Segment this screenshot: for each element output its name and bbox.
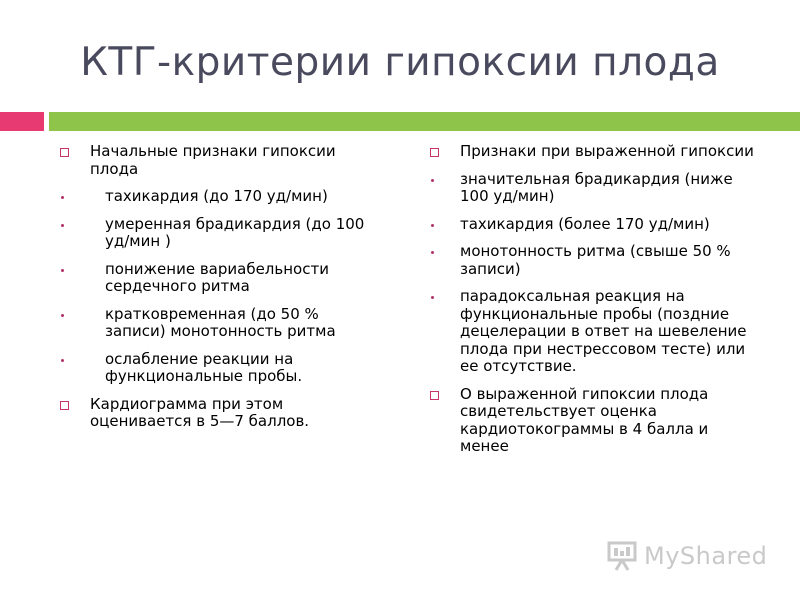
- square-bullet-icon: [60, 401, 69, 410]
- left-list-item-text: умеренная брадикардия (до 100 уд/мин ): [105, 214, 365, 250]
- left-list-item: [58, 188, 378, 206]
- accent-bar-pink: [0, 112, 44, 131]
- dot-bullet-icon: [431, 296, 434, 299]
- dot-bullet-icon: [431, 251, 434, 254]
- right-list-item-text: парадоксальная реакция на функциональные пробы (поздние децелерации в ответ на шевеление плода при нестрессовом тесте) или ее отсутствие.: [460, 287, 747, 375]
- left-heading: [58, 143, 378, 178]
- left-list-item: [58, 351, 378, 386]
- left-list-item: [58, 306, 378, 341]
- right-list-item: [428, 216, 758, 234]
- square-bullet-icon: [430, 148, 439, 157]
- watermark-text: MyShared: [644, 542, 768, 570]
- left-footer: [58, 396, 378, 431]
- right-list-item: [428, 243, 758, 278]
- presentation-board-icon: [606, 539, 640, 573]
- dot-bullet-icon: [61, 196, 64, 199]
- right-list-item: [428, 171, 758, 206]
- dot-bullet-icon: [431, 179, 434, 182]
- slide-title: КТГ-критерии гипоксии плода: [80, 40, 720, 85]
- right-column: [428, 143, 758, 466]
- dot-bullet-icon: [61, 224, 64, 227]
- dot-bullet-icon: [61, 359, 64, 362]
- square-bullet-icon: [60, 148, 69, 157]
- accent-bar-green: [49, 112, 800, 131]
- left-heading-text: Начальные признаки гипоксии плода: [90, 142, 336, 178]
- left-list-item-text: кратковременная (до 50 % записи) монотонность ритма: [105, 304, 336, 340]
- dot-bullet-icon: [61, 314, 64, 317]
- dot-bullet-icon: [431, 224, 434, 227]
- left-list-item-text: понижение вариабельности сердечного ритма: [105, 259, 329, 295]
- right-list-item: [428, 288, 758, 376]
- right-list-item-text: значительная брадикардия (ниже 100 уд/мин): [460, 169, 733, 205]
- right-footer: [428, 386, 758, 456]
- left-list-item-text: ослабление реакции на функциональные пробы.: [105, 349, 303, 385]
- right-footer-text: О выраженной гипоксии плода свидетельствует оценка кардиотокограммы в 4 балла и менее: [460, 384, 709, 455]
- left-column: [58, 143, 378, 441]
- left-list-item: [58, 261, 378, 296]
- left-list-item: [58, 216, 378, 251]
- watermark-logo[interactable]: [606, 538, 767, 574]
- dot-bullet-icon: [61, 269, 64, 272]
- right-heading: [428, 143, 758, 161]
- left-footer-text: Кардиограмма при этом оценивается в 5—7 баллов.: [90, 394, 310, 430]
- left-list-item-text: тахикардия (до 170 уд/мин): [105, 187, 328, 205]
- square-bullet-icon: [430, 391, 439, 400]
- right-list-item-text: монотонность ритма (свыше 50 % записи): [460, 242, 731, 278]
- right-heading-text: Признаки при выраженной гипоксии: [460, 142, 754, 160]
- right-list-item-text: тахикардия (более 170 уд/мин): [460, 214, 710, 233]
